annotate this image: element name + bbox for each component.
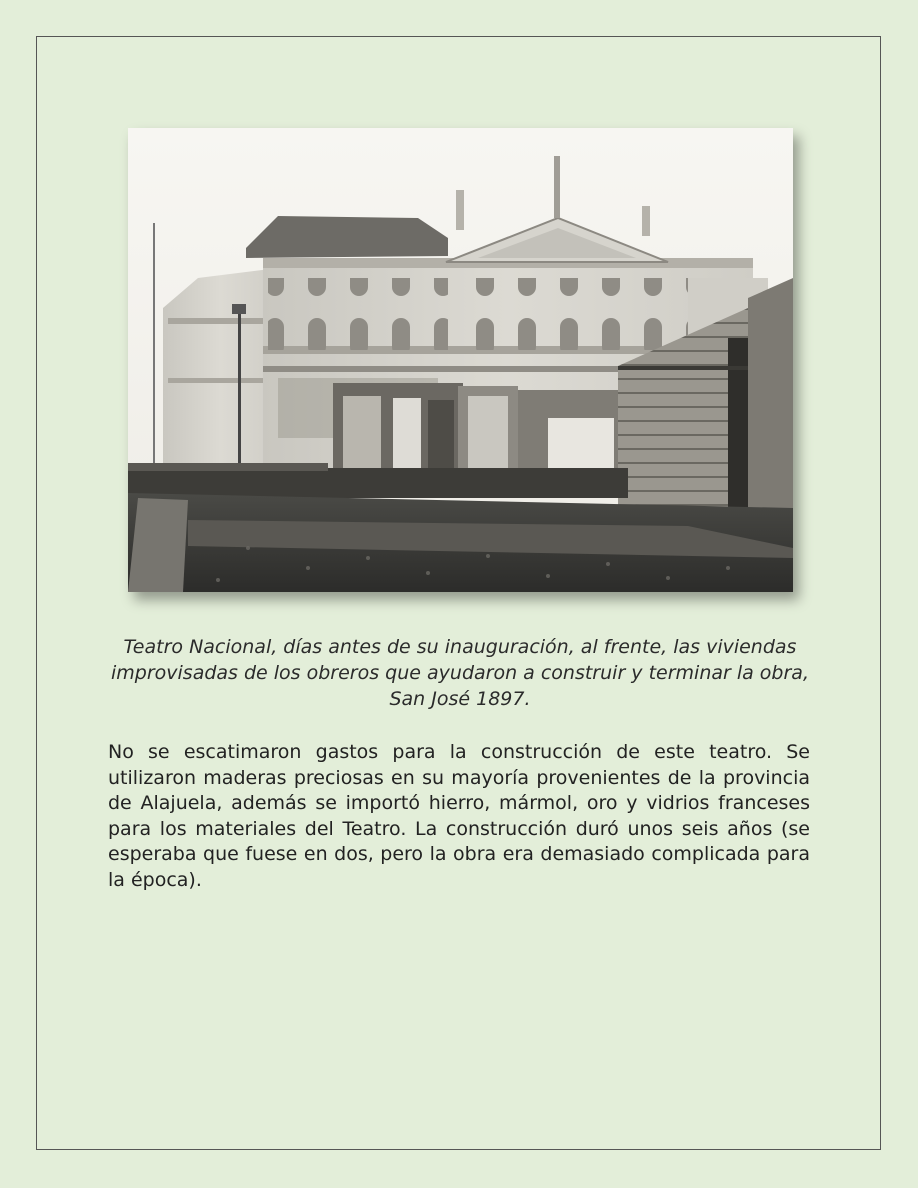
body-paragraph: No se escatimaron gastos para la construcción de este teatro. Se utilizaron maderas preciosas en su mayoría provenientes de la provincia de Alajuela, además se importó hierro, mármol, oro y vidrios franceses para los materiales del Teatro. La construcción duró unos seis años (se esperaba que fuese en dos, pero la obra era demasiado complicada para la época).	[108, 741, 810, 891]
photo-caption: Teatro Nacional, días antes de su inauguración, al frente, las viviendas improvisadas de los obreros que ayudaron a construir y terminar la obra, San José 1897.	[111, 636, 809, 710]
historic-photo	[128, 128, 793, 592]
